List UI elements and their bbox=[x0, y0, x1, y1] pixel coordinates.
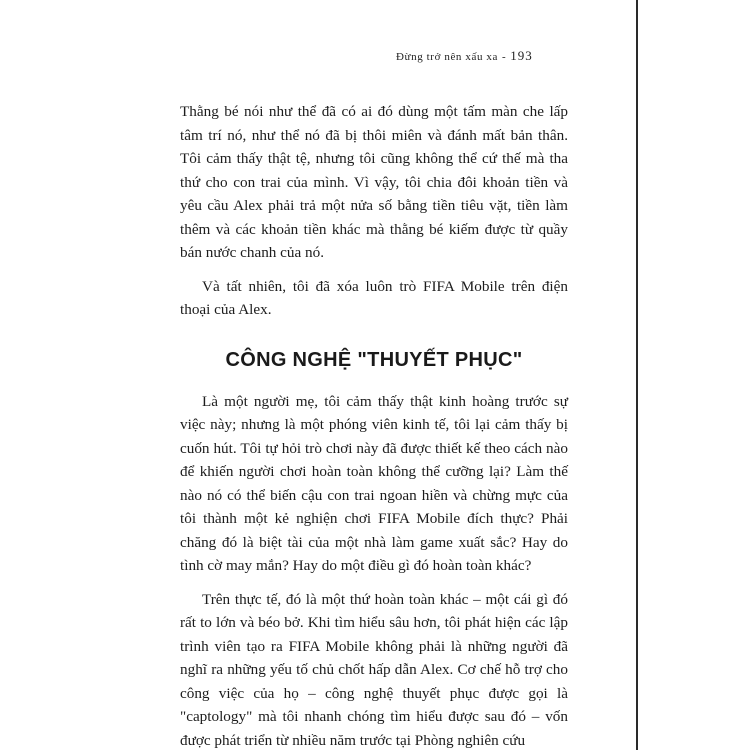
paragraph-3: Là một người mẹ, tôi cảm thấy thật kinh hoàng trước sự việc này; nhưng là một phóng viên kinh tế, tôi lại cảm thấy bị cuốn hút. Tôi tự hỏi trò chơi này đã được thiết kế theo cách nào để khiến người chơi hoàn toàn không thể cưỡng lại? Làm thế nào nó có thể biến cậu con trai ngoan hiền và chừng mực của tôi thành một kẻ nghiện chơi FIFA Mobile đích thực? Phải chăng đó là biệt tài của một nhà làm game xuất sắc? Hay do tình cờ may mắn? Hay do một điều gì đó hoàn toàn khác? bbox=[180, 392, 568, 574]
paragraph-2: Và tất nhiên, tôi đã xóa luôn trò FIFA Mobile trên điện thoại của Alex. bbox=[180, 277, 568, 318]
running-head-separator: - bbox=[502, 51, 507, 63]
chapter-title: Đừng trở nên xấu xa bbox=[396, 51, 498, 63]
page-edge-line bbox=[636, 0, 638, 750]
page-body bbox=[180, 100, 568, 750]
running-head bbox=[396, 48, 566, 64]
section-heading: CÔNG NGHỆ "THUYẾT PHỤC" bbox=[225, 348, 523, 371]
paragraph-4: Trên thực tế, đó là một thứ hoàn toàn khác – một cái gì đó rất to lớn và béo bở. Khi tìm hiểu sâu hơn, tôi phát hiện các lập trình viên tạo ra FIFA Mobile không phải là những người đã nghĩ ra những yếu tố chủ chốt hấp dẫn Alex. Cơ chế hỗ trợ cho công việc của họ – công nghệ thuyết phục được gọi là "captology" mà tôi nhanh chóng tìm hiểu được sau đó – vốn được phát triển từ nhiều năm trước tại Phòng nghiên cứu bbox=[180, 590, 568, 749]
paragraph-1: Thằng bé nói như thể đã có ai đó dùng một tấm màn che lấp tâm trí nó, như thể nó đã bị thôi miên và đánh mất bản thân. Tôi cảm thấy thật tệ, nhưng tôi cũng không thể cứ thế mà tha thứ cho con trai của mình. Vì vậy, tôi chia đôi khoản tiền và yêu cầu Alex phải trả một nửa số bằng tiền tiêu vặt, tiền làm thêm và các khoản tiền khác mà thằng bé kiếm được từ quầy bán nước chanh của nó. bbox=[180, 103, 568, 261]
page-number: 193 bbox=[510, 48, 533, 63]
